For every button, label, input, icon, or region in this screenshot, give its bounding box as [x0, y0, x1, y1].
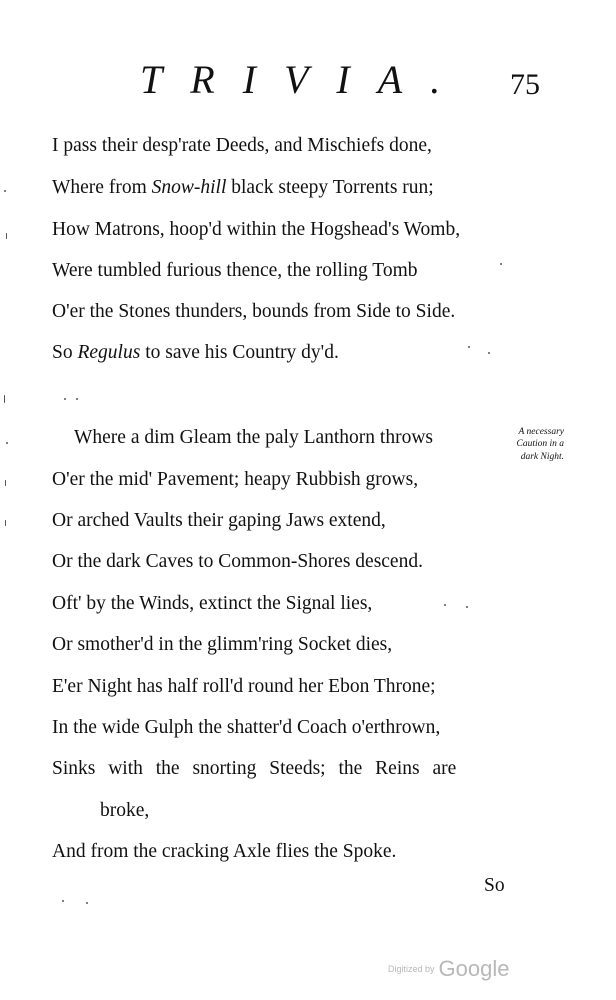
verse-italic-text: Snow-hill [151, 177, 227, 198]
marginal-note-line: dark Night. [520, 451, 564, 462]
verse-line: Or the dark Caves to Common-Shores descend. [52, 551, 423, 572]
scan-speck [500, 263, 502, 265]
scan-speck [86, 902, 88, 904]
verse-line [52, 302, 455, 322]
marginal-note-line: Caution in a [516, 439, 564, 450]
marginal-note [492, 426, 564, 463]
scan-speck [64, 398, 66, 400]
scan-speck [6, 233, 7, 239]
verse-line: Where a dim Gleam the paly Lanthorn throws [74, 427, 434, 448]
verse-line: Or arched Vaults their gaping Jaws extend, [52, 510, 386, 531]
verse-italic-text: Regulus [77, 342, 141, 363]
verse-line: Or smother'd in the glimm'ring Socket dies, [52, 634, 393, 655]
catchword: So [484, 875, 505, 896]
verse-line: Oft' by the Winds, extinct the Signal lies, [52, 593, 373, 614]
verse-line [52, 220, 460, 240]
verse-text: to save his Country dy'd. [140, 342, 339, 363]
scan-speck [5, 520, 6, 526]
scan-speck [488, 352, 490, 354]
scan-speck [444, 604, 446, 606]
scan-speck [4, 395, 5, 403]
verse-text: I pass their desp'rate Deeds, and Mischiefs done, [52, 135, 432, 156]
verse-text: black steepy Torrents run; [226, 177, 434, 198]
scan-speck [4, 190, 6, 192]
page-number: 75 [510, 68, 540, 101]
scan-speck [6, 442, 8, 444]
verse-line [52, 343, 339, 363]
scan-speck [468, 346, 470, 348]
scan-speck [62, 900, 64, 902]
verse-line: Sinks with the snorting Steeds; the Reins are [52, 758, 457, 779]
verse-text: Were tumbled furious thence, the rolling Tomb [52, 260, 418, 281]
verse-text: How Matrons, hoop'd within the Hogshead's Womb, [52, 219, 461, 240]
verse-text: So [52, 342, 78, 363]
verse-line: In the wide Gulph the shatter'd Coach o'erthrown, [52, 717, 441, 738]
verse-text: Where from [52, 177, 152, 198]
verse-line: O'er the mid' Pavement; heapy Rubbish grows, [52, 469, 419, 490]
watermark-prefix: Digitized by [388, 964, 435, 974]
verse-line [52, 136, 432, 156]
running-title: TRIVIA. [140, 57, 469, 102]
verse-text: O'er the Stones thunders, bounds from Side to Side. [52, 301, 456, 322]
verse-line-turnover: broke, [100, 800, 150, 821]
verse-line [52, 261, 418, 281]
verse-line [52, 178, 434, 198]
marginal-note-line: A necessary [518, 427, 564, 437]
verse-line: E'er Night has half roll'd round her Ebon Throne; [52, 676, 436, 697]
watermark-brand: Google [438, 956, 510, 981]
scan-speck [76, 398, 78, 400]
verse-line: And from the cracking Axle flies the Spoke. [52, 841, 397, 862]
scan-speck [5, 480, 6, 486]
digitized-watermark [388, 956, 509, 982]
scan-speck [466, 606, 468, 608]
